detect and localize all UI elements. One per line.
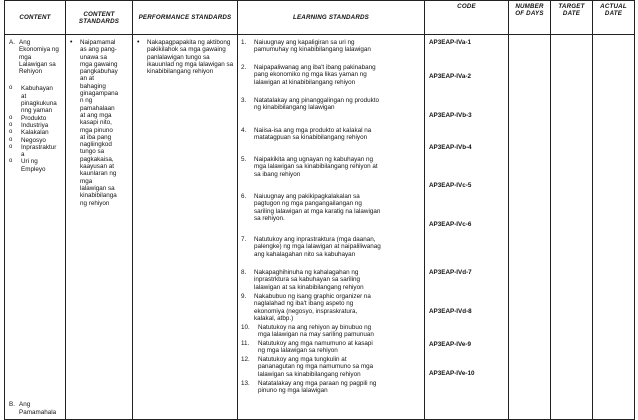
number-of-days-cell <box>509 35 551 420</box>
content-cell <box>5 35 66 420</box>
content-b-text: Ang Pamamahala <box>19 401 57 416</box>
header-learning-standards: LEARNING STANDARDS <box>238 1 425 35</box>
learning-standard-item: 4. Naiisa-isa ang mga produkto at kalakal na matatagpuan sa kinabibilangang rehiyon <box>241 127 372 142</box>
learning-standard-item: 8. Nakapaghihinuha ng kahalagahan ng inprastrktura sa kabuhayan sa sariling lalawigan at sa kinabibilangang rehiyon <box>241 269 364 291</box>
code-label: AP3EAP-IVc-5 <box>429 182 472 189</box>
circle-bullet-icon: o <box>9 136 13 143</box>
learning-standard-item: 11. Natutukoy ang mga namumuno at kasapi ng mga lalawigan sa rehiyon <box>241 340 373 355</box>
learning-standard-item: 13. Natatalakay ang mga paraan ng pagpili ng pinuno ng mga lalawigan <box>241 380 377 395</box>
content-standards-cell <box>66 35 133 420</box>
list-item: o Industriya <box>9 121 49 129</box>
code-label: AP3EAP-IVd-7 <box>429 269 472 276</box>
code-cell <box>425 35 509 420</box>
code-label: AP3EAP-IVa-2 <box>429 73 471 80</box>
list-item: o Kabuhayan at pinagkukuna nng yaman <box>9 85 57 115</box>
curriculum-table <box>4 0 635 420</box>
code-label: AP3EAP-IVe-10 <box>429 370 475 377</box>
table-row <box>5 35 635 420</box>
header-content: CONTENT <box>5 1 66 35</box>
header-content-standards: CONTENT STANDARDS <box>66 1 133 35</box>
list-item: o Negosyo <box>9 136 46 144</box>
circle-bullet-icon: o <box>9 121 13 128</box>
circle-bullet-icon: o <box>9 158 13 165</box>
learning-standard-item: 9. Nakabubuo ng isang graphic organizer na naglalahad ng iba't ibang aspeto ng ekonomiya (negosyo, inspraskratura, kalakal, atbp.) <box>241 293 371 322</box>
list-item: o Produkto <box>9 114 47 122</box>
performance-standards-text: Nakapagpapakita ng aktibong pakikilahok sa mga gawaing panlalawigan tungo sa ikauunlad ng mga lalawigan sa kinabibilangang rehiyon <box>147 39 234 76</box>
code-label: AP3EAP-IVb-3 <box>429 112 472 119</box>
code-label: AP3EAP-IVe-9 <box>429 341 471 348</box>
circle-bullet-icon: o <box>9 85 13 92</box>
content-standards-text: Naipamamal as ang pang- unawa sa mga gawaing pangkabuhay an at bahaging ginagampana n ng pamahalaan at ang mga kasapi nito, mga pinuno at iba pang nagliingkod tungo sa pagkakaisa, kaayusan at kaunlaran ng mga lalawigan sa kinabibilanga ng rehiyon <box>80 39 119 207</box>
header-actual-date: ACTUAL DATE <box>593 1 635 35</box>
learning-standard-item: 12. Natutukoy ang mga tungkulin at pananagutan ng mga namumuno sa mga lalawigan sa kinabibilangang rehiyon <box>241 356 374 378</box>
header-number-of-days: NUMBER OF DAYS <box>509 1 551 35</box>
header-performance-standards: PERFORMANCE STANDARDS <box>133 1 238 35</box>
code-label: AP3EAP-IVd-8 <box>429 308 472 315</box>
learning-standard-item: 10. Natutukoy na ang rehiyon ay binubuo ng mga lalawigan na may sariling pamunuan <box>241 324 374 339</box>
content-item-a <box>9 39 63 173</box>
content-item-b <box>9 401 63 416</box>
list-item: o Uri ng Empleyo <box>9 158 46 173</box>
performance-standards-cell <box>133 35 238 420</box>
learning-standard-item: 6. Naiuugnay ang pakikipagkalakalan sa pagtugon ng mga pangangailangan ng sariling lalawigan at mga karatig na lalawigan sa rehiyon. <box>241 193 381 222</box>
header-row <box>5 1 635 35</box>
content-sub-list <box>9 85 63 173</box>
bullet-icon: • <box>70 39 73 46</box>
learning-standard-item: 3. Natatalakay ang pinanggalingan ng produkto ng kinabibilangang lalawigan <box>241 97 379 112</box>
circle-bullet-icon: o <box>9 129 13 136</box>
list-item: o Inprastraktur a <box>9 143 57 159</box>
learning-standard-item: 7. Natutukoy ang inprastraktura (mga daanan, palengke) ng mga lalawigan at naipaliliwanag ang kahalagahan nito sa kabuhayan <box>241 236 381 258</box>
learning-standards-cell <box>238 35 425 420</box>
actual-date-cell <box>593 35 635 420</box>
code-label: AP3EAP-IVb-4 <box>429 144 472 151</box>
code-label: AP3EAP-IVc-6 <box>429 221 472 228</box>
code-label: AP3EAP-IVa-1 <box>429 39 471 46</box>
content-a-label: A. <box>9 39 15 46</box>
header-code: CODE <box>425 1 509 35</box>
learning-standard-item: 1. Naiuugnay ang kapaligiran sa uri ng pamumuhay ng kinabibilangang lalawigan <box>241 39 371 54</box>
circle-bullet-icon: o <box>9 114 13 121</box>
circle-bullet-icon: o <box>9 143 13 150</box>
learning-standard-item: 2. Naipapaliwanag ang iba't ibang pakinabang pang ekonomiko ng mga likas yaman ng lalawigan at kinabibilangang rehiyon <box>241 64 376 86</box>
content-a-text: Ang Ekonomiya ng mga Lalawigan sa Rehiyon <box>19 39 59 76</box>
learning-standard-item: 5. Naipakikita ang ugnayan ng kabuhayan ng mga lalawigan sa kinabibilangang rehiyon at sa ibang rehiyon <box>241 156 378 178</box>
list-item: o Kalakalan <box>9 129 49 137</box>
bullet-icon: • <box>137 39 140 46</box>
target-date-cell <box>551 35 593 420</box>
content-b-label: B. <box>9 401 15 409</box>
header-target-date: TARGET DATE <box>551 1 593 35</box>
